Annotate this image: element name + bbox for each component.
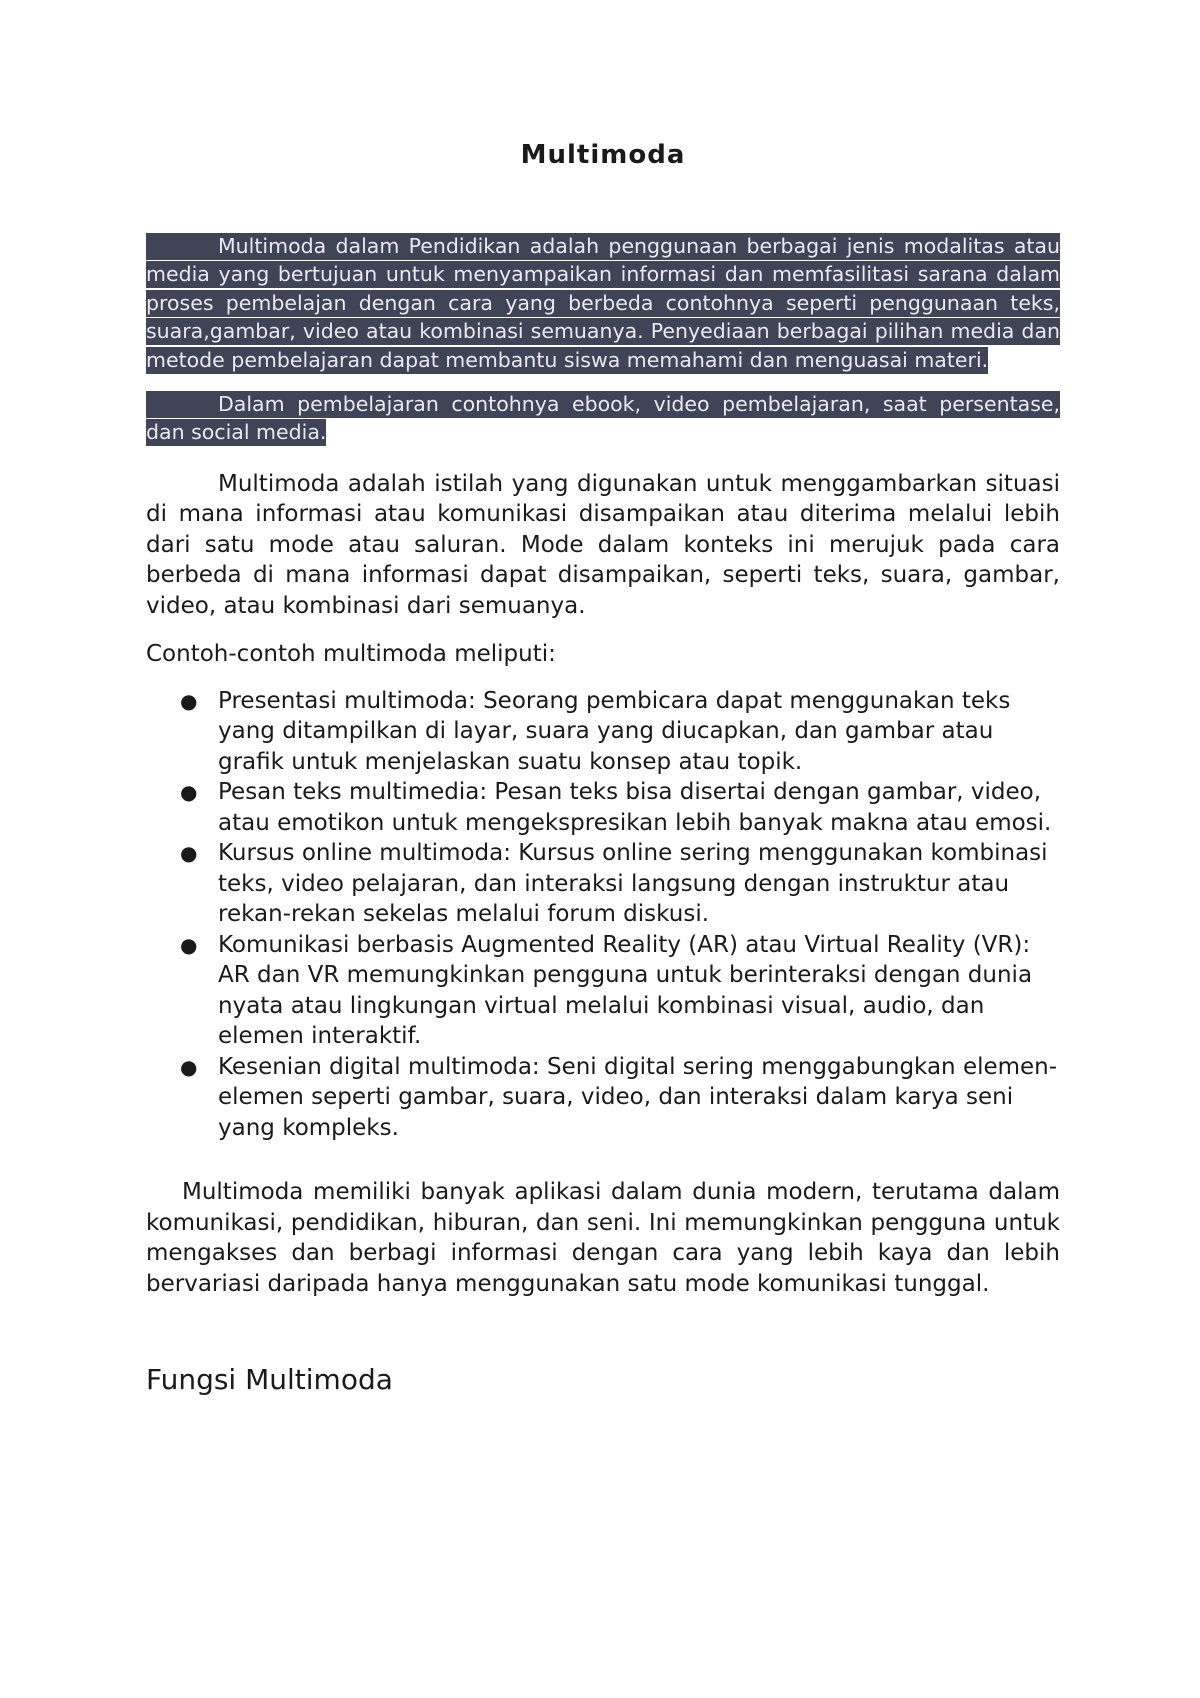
list-item-text: Kursus online multimoda: Kursus online sering menggunakan kombinasi teks, video pelajaran, dan interaksi langsung dengan instruktur atau rekan-rekan sekelas melalui forum diskusi. bbox=[218, 840, 1048, 928]
highlighted-paragraph-2[interactable] bbox=[146, 390, 1060, 447]
list-item-text: Pesan teks multimedia: Pesan teks bisa disertai dengan gambar, video, atau emotikon untuk mengekspresikan lebih banyak makna atau emosi. bbox=[218, 779, 1052, 836]
intro-paragraph-text: Multimoda adalah istilah yang digunakan untuk menggambarkan situasi di mana informasi atau komunikasi disampaikan atau diterima melalui lebih dari satu mode atau saluran. Mode dalam konteks ini merujuk pada cara berbeda di mana informasi dapat disampaikan, seperti teks, suara, gambar, video, atau kombinasi dari semuanya. bbox=[146, 470, 1060, 619]
list-item bbox=[180, 777, 1060, 838]
list-item-text: Kesenian digital multimoda: Seni digital sering menggabungkan elemen-elemen seperti gambar, suara, video, dan interaksi dalam karya seni yang kompleks. bbox=[218, 1053, 1058, 1141]
bullet-icon: ● bbox=[180, 780, 198, 805]
document-title: Multimoda bbox=[520, 140, 686, 170]
bullet-icon: ● bbox=[180, 932, 198, 957]
selected-text-2[interactable] bbox=[146, 391, 1060, 446]
bullet-icon: ● bbox=[180, 688, 198, 713]
list-item bbox=[180, 930, 1060, 1052]
selected-text-1[interactable] bbox=[146, 233, 1060, 374]
examples-intro: Contoh-contoh multimoda meliputi: bbox=[146, 641, 556, 668]
list-item bbox=[180, 838, 1060, 930]
examples-list bbox=[146, 686, 1060, 1144]
closing-paragraph-text: Multimoda memiliki banyak aplikasi dalam dunia modern, terutama dalam komunikasi, pendidikan, hiburan, dan seni. Ini memungkinkan pengguna untuk mengakses dan berbagi informasi dengan cara yang lebih kaya dan lebih bervariasi daripada hanya menggunakan satu mode komunikasi tunggal. bbox=[146, 1179, 1060, 1297]
list-item bbox=[180, 1052, 1060, 1144]
closing-paragraph bbox=[146, 1177, 1060, 1299]
bullet-icon: ● bbox=[180, 841, 198, 866]
bullet-icon: ● bbox=[180, 1054, 198, 1079]
list-item-text: Presentasi multimoda: Seorang pembicara dapat menggunakan teks yang ditampilkan di layar, suara yang diucapkan, dan gambar atau grafik untuk menjelaskan suatu konsep atau topik. bbox=[218, 687, 1011, 775]
selected-text-1-content: Multimoda dalam Pendidikan adalah penggunaan berbagai jenis modalitas atau media yang bertujuan untuk menyampaikan informasi dan memfasilitasi sarana dalam proses pembelajan dengan cara yang berbeda contohnya seperti penggunaan teks, suara,gambar, video atau kombinasi semuanya. Penyediaan berbagai pilihan media dan metode pembelajaran dapat membantu siswa memahami dan menguasai materi. bbox=[146, 234, 1060, 372]
intro-paragraph bbox=[146, 469, 1060, 622]
list-item bbox=[180, 686, 1060, 778]
list-item-text: Komunikasi berbasis Augmented Reality (AR) atau Virtual Reality (VR): AR dan VR memungkinkan pengguna untuk berinteraksi dengan dunia nyata atau lingkungan virtual melalui kombinasi visual, audio, dan elemen interaktif. bbox=[218, 931, 1033, 1050]
highlighted-paragraph-1[interactable] bbox=[146, 232, 1060, 374]
section-heading: Fungsi Multimoda bbox=[146, 1363, 393, 1397]
selected-text-2-content: Dalam pembelajaran contohnya ebook, video pembelajaran, saat persentase, dan social media. bbox=[146, 392, 1060, 445]
document-content bbox=[146, 140, 1060, 1396]
